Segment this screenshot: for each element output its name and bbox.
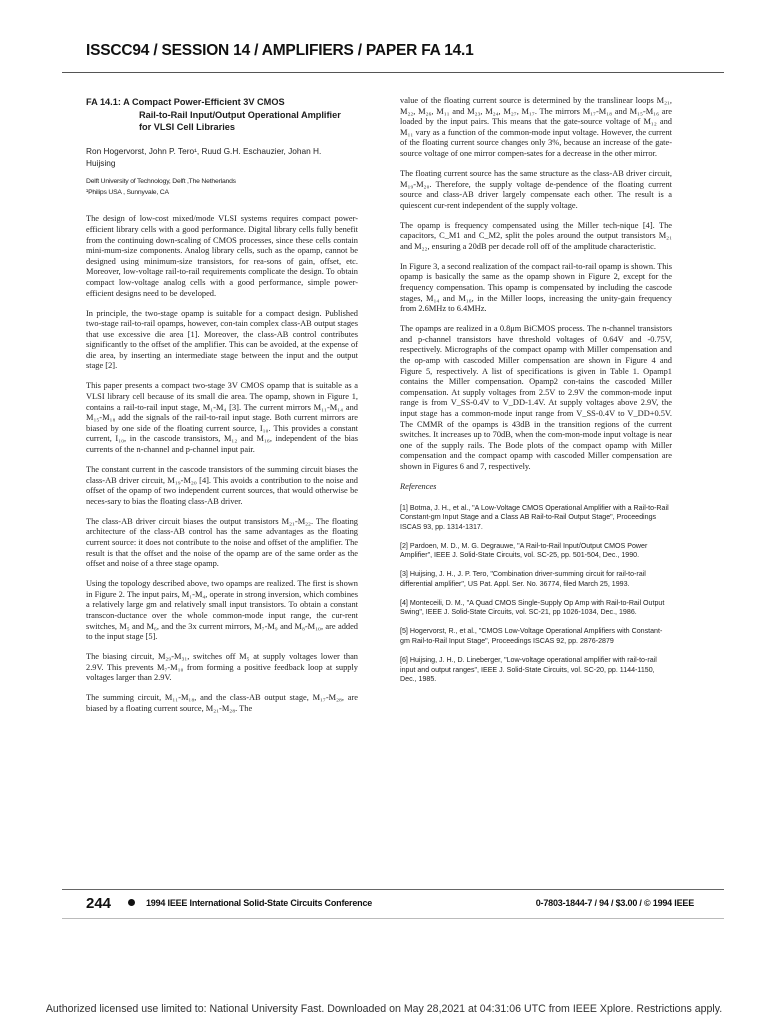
reference-item: [3] Huijsing, J. H., J. P. Tero, "Combination driver-summing circuit for rail-to-rail differential amplifier", US Pat. Appl. Ser. No. 36774, filed March 25, 1993. (400, 570, 646, 588)
body-paragraph: Using the topology described above, two opamps are realized. The first is shown in Figure 2. The input pairs, M₁-M₄, operate in strong inversion, which combines a relatively large gm and relatively small input transistors. To obtain a constant transcon-ductance over the whole common-mode input range, the cur-rent switches, M₅ and M₆, and the 3x current mirrors, M₇-M₉ and M₈-M₁₀, are added to the input stage [5]. (86, 579, 358, 642)
isbn-copyright: 0-7803-1844-7 / 94 / $3.00 / © 1994 IEEE (535, 898, 694, 908)
page-footer (62, 895, 724, 915)
author-list (86, 145, 358, 169)
body-paragraph: The summing circuit, M₁₁-M₁₈, and the class-AB output stage, M₁₇-M₂₈, are biased by a floating current source, M₂₁-M₂₈. The (86, 693, 358, 713)
authorization-notice: Authorized licensed use limited to: National University Fast. Downloaded on May 28,2021 at 04:31:06 UTC from IEEE Xplore. Restrictions apply. (45, 1003, 723, 1015)
page-number: 244 (86, 895, 112, 912)
bullet-icon (128, 899, 135, 906)
reference-item: [1] Botma, J. H., et al., "A Low-Voltage CMOS Operational Amplifier with a Rail-to-Rail Constant-gm Input Stage and a Class AB Rail-to-Rail Output Stage", Proceedings ISCAS 93, pp. 1314-1317. (400, 503, 669, 531)
running-header: ISSCC94 / SESSION 14 / AMPLIFIERS / PAPER FA 14.1 (86, 42, 474, 59)
conference-name: 1994 IEEE International Solid-State Circuits Conference (146, 898, 373, 908)
references-heading: References (400, 481, 437, 491)
footer-rule (62, 889, 724, 890)
body-paragraph: The floating current source has the same structure as the class-AB driver circuit, M₁₉-M₂₀. Therefore, the supply voltage de-pendence of the floating current source and class-AB driver largely compensate each other. The result is a quiescent cur-rent independent of the supply voltage. (400, 168, 672, 210)
header-rule (62, 72, 724, 73)
body-paragraph: The opamp is frequency compensated using the Miller tech-nique [4]. The capacitors, C_M1 and C_M2, split the poles around the output transistors M₂₁ and M₂₂, ensuring a 20dB per decade roll off of the amplitude characteristic. (400, 220, 672, 251)
body-paragraph: The design of low-cost mixed/mode VLSI systems requires compact power-efficient library cells with a good performance. Digital library cells fully benefit from the continuing down-scaling of CMOS processes, since these cells contain mini-mum-size components. Analog library cells, such as the opamp, cannot be designed using minimum-size transistors, for rea-sons of gain, offset, etc. Moreover, low-voltage rail-to-rail requirements complicate the design. To obtain compact low-voltage analog cells with a good performance, simple power-efficient designs need to be developed. (86, 214, 358, 298)
body-paragraph: In principle, the two-stage opamp is suitable for a compact design. Published two-stage rail-to-rail opamps, however, con-tain complex class-AB output stages that use excessive die area [1]. Moreover, the class-AB control contributes significantly to the offset of the amplifier. This can be avoided, at the expense of die area, by inserting an intermediate stage between the input and the output stage [2]. (86, 308, 358, 371)
body-paragraph: The opamps are realized in a 0.8μm BiCMOS process. The n-channel transistors and p-channel transistors have threshold voltages of 0.64V and -0.75V, respectively. Micrographs of the compact opamp with Miller compensation and the op-amp with cascoded Miller compensation are shown in Figure 4 and Figure 5, respectively. A list of specifications is given in Table 1. Opamp1 contains the Miller compensation. Opamp2 con-tains the cascoded Miller compensation. At supply voltages from 2.5V to 2.9V the common-mode input range is from V_SS-0.4V to V_DD-1.4V. At supply voltages above 2.9V, the input stage has a common-mode input range from V_SS-0.4V to V_DD+0.5V. The CMMR of the opamps is 43dB in the transition regions of the current switches. It increases up to 70dB, when the com-mon-mode input voltage is near one of the supply rails. The Bode plots of the compact opamp with Miller compensation and the compact opamp with cascoded Miller compensation are shown in Figures 6 and 7, respectively. (400, 324, 672, 471)
body-paragraph: The constant current in the cascode transistors of the summing circuit biases the class-AB driver circuit, M₁₉-M₂₀ [4]. This avoids a contribution to the noise and offset of the opamp of two independent current sources, that would otherwise be neces-sary to bias the floating class-AB driver. (86, 465, 358, 506)
body-paragraph: value of the floating current source is determined by the translinear loops M₂₁, M₂₂, M₂₆, M₁₁ and M₂₃, M₂₄, M₂₇, M₁₇. The mirrors M₁₇-M₁₈ and M₁₅-M₁₆ are loaded by the input pairs. This means that the gate-source voltage of M₁₂ and M₁₁ vary as a function of the common-mode input voltage. However, the current of the floating current source changes only 3%, because an increase of the gate-source voltage of one mirror compen-sates for a decrease in the other mirror. (400, 96, 672, 158)
reference-item: [4] Monteceili, D. M., "A Quad CMOS Single-Supply Op Amp with Rail-to-Rail Output Swing", IEEE J. Solid-State Circuits, vol. SC-21, pp 1026-1034, Dec., 1986. (400, 598, 665, 617)
paper-title-line-3: for VLSI Cell Libraries (139, 122, 235, 133)
body-paragraph: The class-AB driver circuit biases the output transistors M₂₁-M₂₂. The floating architecture of the class-AB control has the same advantages as the floating current source: it does not contribute to the noise and offset of the amplifier. The result is that the offset and the noise of the opamp are of the same order as the offset and noise of a three stage opamp. (86, 516, 358, 569)
body-paragraph: The biasing circuit, M₂₉-M₃₁, switches off M₅ at supply voltages lower than 2.9V. This prevents M₇-M₁₀ from forming a positive feedback loop at supply voltages larger than 2.9V. (86, 652, 358, 683)
body-paragraph: In Figure 3, a second realization of the compact rail-to-rail opamp is shown. This opamp is basically the same as the opamp shown in Figure 2, except for the frequency compensation. This opamp is compensated by including the cascode stages, M₁₄ and M₁₆, in the Miller loops, increasing the unity-gain frequency from 2.6MHz to 6.4MHz. (400, 261, 672, 314)
affiliation-2: ¹Philips USA , Sunnyvale, CA (86, 188, 169, 196)
body-paragraph: This paper presents a compact two-stage 3V CMOS opamp that is suitable as a VLSI library cell because of its small die area. The opamp, shown in Figure 1, contains a rail-to-rail input stage, M₁-M₄ [3]. The current mirrors M₁₁-M₁₄ and M₁₅-M₁₈ add the signals of the rail-to-rail input stage. Both current mirrors are biased by one side of the floating current source, I₁₀. This provides a constant current, I₁₀, in the cascode transistors, M₁₂ and M₁₆, independent of the bias currents of the n-channel and p-channel input pair. (86, 381, 358, 455)
paper-title-line-1: FA 14.1: A Compact Power-Efficient 3V CMOS (86, 97, 285, 107)
footer-rule-lower (62, 918, 724, 919)
affiliation-1: Delft University of Technology, Delft ,The Netherlands (86, 178, 236, 186)
author-line-2: Huijsing (86, 157, 116, 168)
paper-title-line-2: Rail-to-Rail Input/Output Operational Amplifier (139, 109, 341, 120)
author-line-1: Ron Hogervorst, John P. Tero¹, Ruud G.H. Eschauzier, Johan H. (86, 145, 322, 156)
reference-item: [2] Pardoen, M. D., M. G. Degrauwe, "A Rail-to-Rail Input/Output CMOS Power Amplifier", IEEE J. Solid-State Circuits, vol. SC-25, pp. 501-504, Dec., 1990. (400, 541, 648, 560)
paper-title (86, 96, 358, 134)
right-column (400, 96, 672, 694)
reference-item: [5] Hogervorst, R., et al., "CMOS Low-Voltage Operational Amplifiers with Constant-gm Rail-to-Rail Input Stage", Proceedings ISCAS 92, pp. 2876-2879 (400, 627, 663, 646)
affiliations (86, 177, 358, 198)
reference-item: [6] Huijsing, J. H., D. Lineberger, "Low-voltage operational amplifier with rail-to-rail input and output ranges", IEEE J. Solid-State Circuits, vol. SC-20, pp. 1144-1150, Dec., 1985. (400, 656, 657, 684)
left-column (86, 96, 358, 724)
